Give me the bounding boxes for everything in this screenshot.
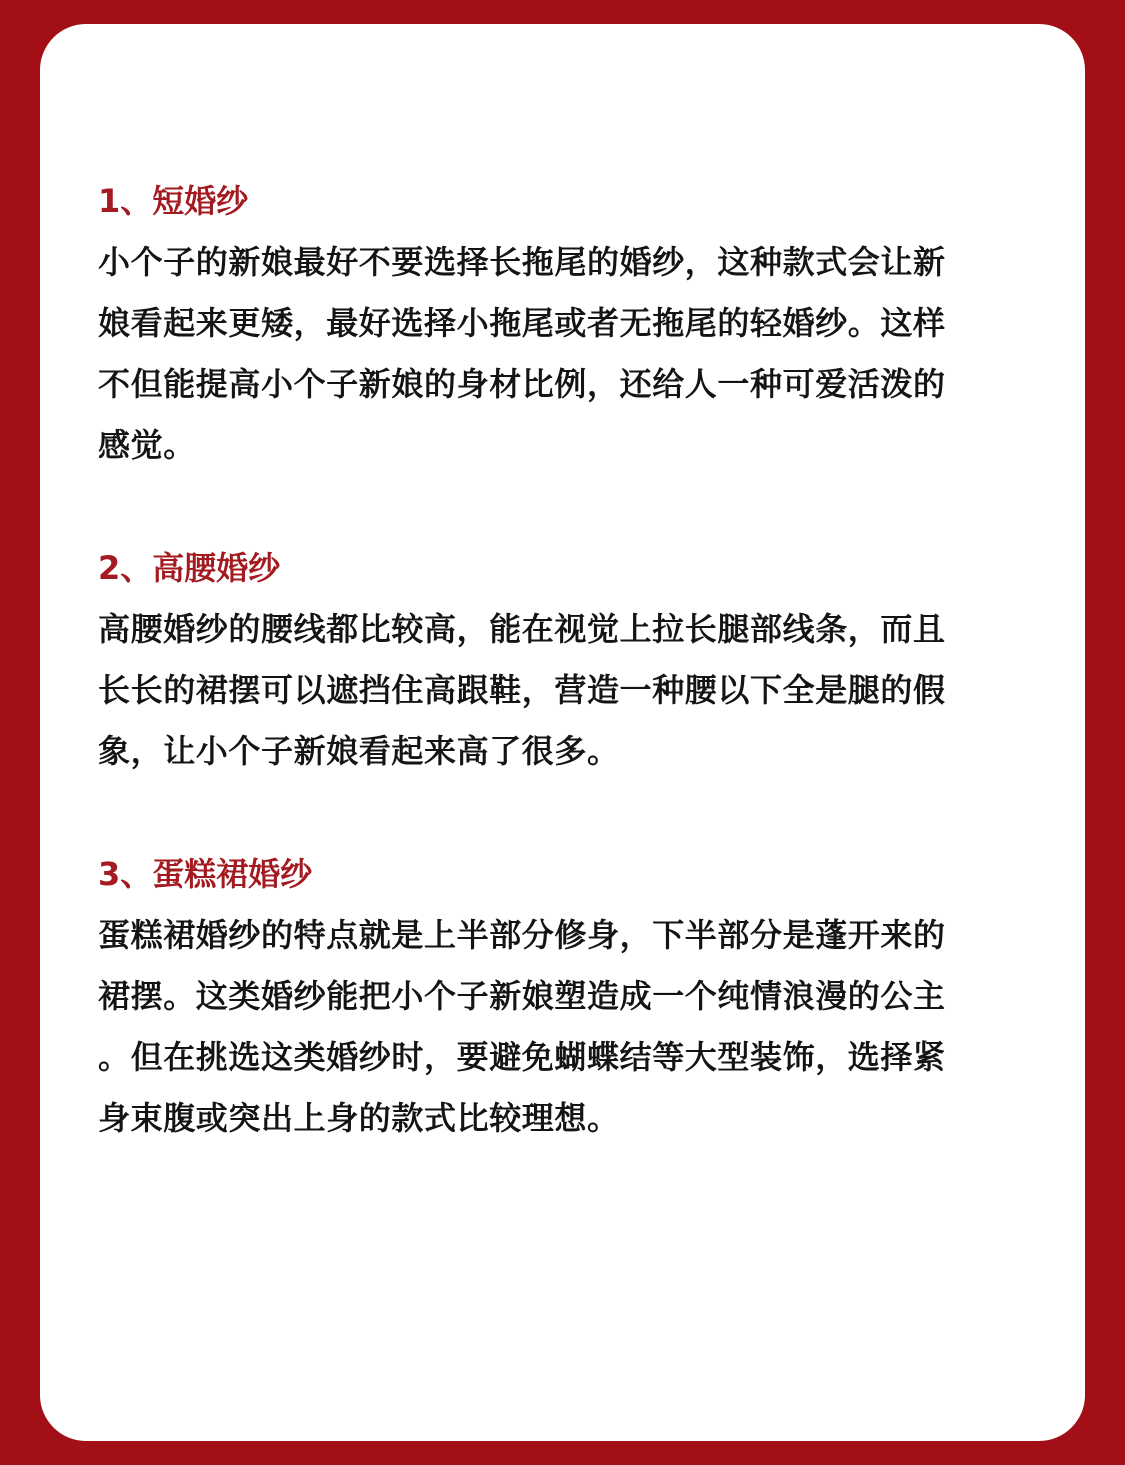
content-card <box>40 24 1085 1441</box>
paragraph-line: 不但能提高小个子新娘的身材比例，还给人一种可爱活泼的 <box>98 365 946 403</box>
section-high-waist-wedding-dress <box>98 548 1008 782</box>
section-heading: 2、高腰婚纱 <box>98 549 281 587</box>
paragraph-line: 高腰婚纱的腰线都比较高，能在视觉上拉长腿部线条，而且 <box>98 610 946 648</box>
paragraph-line: 裙摆。这类婚纱能把小个子新娘塑造成一个纯情浪漫的公主 <box>98 977 946 1015</box>
section-heading: 1、短婚纱 <box>98 182 249 220</box>
section-cake-skirt-wedding-dress <box>98 854 1008 1149</box>
paragraph-line: 小个子的新娘最好不要选择长拖尾的婚纱，这种款式会让新 <box>98 243 946 281</box>
paragraph-line: 长长的裙摆可以遮挡住高跟鞋，营造一种腰以下全是腿的假 <box>98 671 946 709</box>
paragraph-line: 。但在挑选这类婚纱时，要避免蝴蝶结等大型装饰，选择紧 <box>98 1038 946 1076</box>
section-heading: 3、蛋糕裙婚纱 <box>98 855 313 893</box>
paragraph-line: 身束腹或突出上身的款式比较理想。 <box>98 1099 620 1137</box>
section-short-wedding-dress <box>98 181 1008 476</box>
paragraph-line: 感觉。 <box>98 426 196 464</box>
paragraph-line: 象，让小个子新娘看起来高了很多。 <box>98 732 620 770</box>
paragraph-line: 娘看起来更矮，最好选择小拖尾或者无拖尾的轻婚纱。这样 <box>98 304 946 342</box>
paragraph-line: 蛋糕裙婚纱的特点就是上半部分修身，下半部分是蓬开来的 <box>98 916 946 954</box>
